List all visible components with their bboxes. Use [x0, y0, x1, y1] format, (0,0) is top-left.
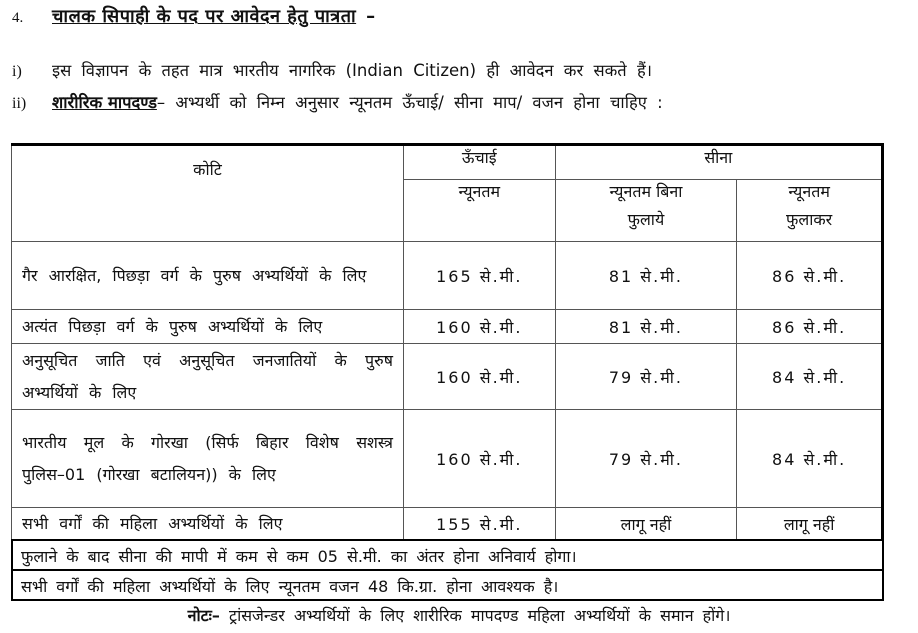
point-marker: ii)	[12, 95, 27, 112]
row-chest-expanded: लागू नहीं	[737, 508, 883, 541]
row-height: 160 से.मी.	[403, 344, 555, 410]
header-chest-unexpanded-line1: न्यूनतम बिना	[609, 182, 683, 201]
footnote-transgender	[0, 604, 918, 626]
point-citizenship	[12, 58, 652, 81]
header-chest-group: सीना	[555, 145, 882, 180]
header-height-group: ऊँचाई	[403, 145, 555, 180]
row-height: 155 से.मी.	[403, 508, 555, 541]
header-chest-expanded	[737, 180, 883, 242]
section-number: 4.	[12, 10, 24, 26]
table-row	[12, 242, 883, 310]
point-text: – अभ्यर्थी को निम्न अनुसार न्यूनतम ऊँचाई/ सीना माप/ वजन होना चाहिए :	[156, 93, 663, 112]
row-chest-unexpanded: 79 से.मी.	[555, 410, 737, 508]
header-category: कोटि	[12, 145, 404, 242]
row-height: 160 से.मी.	[403, 310, 555, 344]
row-chest-unexpanded: 81 से.मी.	[555, 242, 737, 310]
physical-standards-table	[11, 143, 884, 541]
point-label: शारीरिक मापदण्ड	[52, 93, 157, 112]
header-height-min: न्यूनतम	[403, 180, 555, 242]
row-category: अनुसूचित जाति एवं अनुसूचित जनजातियों के पुरुष अभ्यर्थियों के लिए	[12, 344, 404, 410]
row-chest-expanded: 86 से.मी.	[737, 310, 883, 344]
row-chest-expanded: 86 से.मी.	[737, 242, 883, 310]
row-chest-unexpanded: लागू नहीं	[555, 508, 737, 541]
footnote-label: नोटः–	[187, 606, 220, 625]
point-physical-standards	[12, 90, 663, 113]
point-text: इस विज्ञापन के तहत मात्र भारतीय नागरिक (Indian Citizen) ही आवेदन कर सकते हैं।	[52, 61, 652, 80]
row-chest-unexpanded: 79 से.मी.	[555, 344, 737, 410]
header-chest-expanded-line2: फुलाकर	[786, 210, 833, 229]
table-row	[12, 344, 883, 410]
note-women-weight: सभी वर्गों की महिला अभ्यर्थियों के लिए न्यूनतम वजन 48 कि.ग्रा. होना आवश्यक है।	[11, 569, 884, 601]
row-chest-expanded: 84 से.मी.	[737, 410, 883, 508]
table-row	[12, 508, 883, 541]
row-category: अत्यंत पिछड़ा वर्ग के पुरुष अभ्यर्थियों के लिए	[12, 310, 404, 344]
section-heading	[12, 4, 375, 28]
note-chest-expansion: फुलाने के बाद सीना की मापी में कम से कम 05 से.मी. का अंतर होना अनिवार्य होगा।	[11, 539, 884, 571]
header-chest-unexpanded	[555, 180, 737, 242]
row-chest-expanded: 84 से.मी.	[737, 344, 883, 410]
header-chest-unexpanded-line2: फुलाये	[627, 210, 665, 229]
table-row	[12, 310, 883, 344]
row-category: गैर आरक्षित, पिछड़ा वर्ग के पुरुष अभ्यर्थियों के लिए	[12, 242, 404, 310]
header-chest-expanded-line1: न्यूनतम	[788, 182, 830, 201]
table-row	[12, 410, 883, 508]
section-title: चालक सिपाही के पद पर आवेदन हेतु पात्रता	[52, 6, 357, 27]
point-marker: i)	[12, 63, 22, 80]
row-height: 160 से.मी.	[403, 410, 555, 508]
row-height: 165 से.मी.	[403, 242, 555, 310]
row-category: सभी वर्गों की महिला अभ्यर्थियों के लिए	[12, 508, 404, 541]
footnote-text: ट्रांसजेन्डर अभ्यर्थियों के लिए शारीरिक मापदण्ड महिला अभ्यर्थियों के समान होंगे।	[219, 606, 731, 625]
row-category: भारतीय मूल के गोरखा (सिर्फ बिहार विशेष सशस्त्र पुलिस–01 (गोरखा बटालियन)) के लिए	[12, 410, 404, 508]
section-dash: –	[366, 6, 376, 27]
row-chest-unexpanded: 81 से.मी.	[555, 310, 737, 344]
